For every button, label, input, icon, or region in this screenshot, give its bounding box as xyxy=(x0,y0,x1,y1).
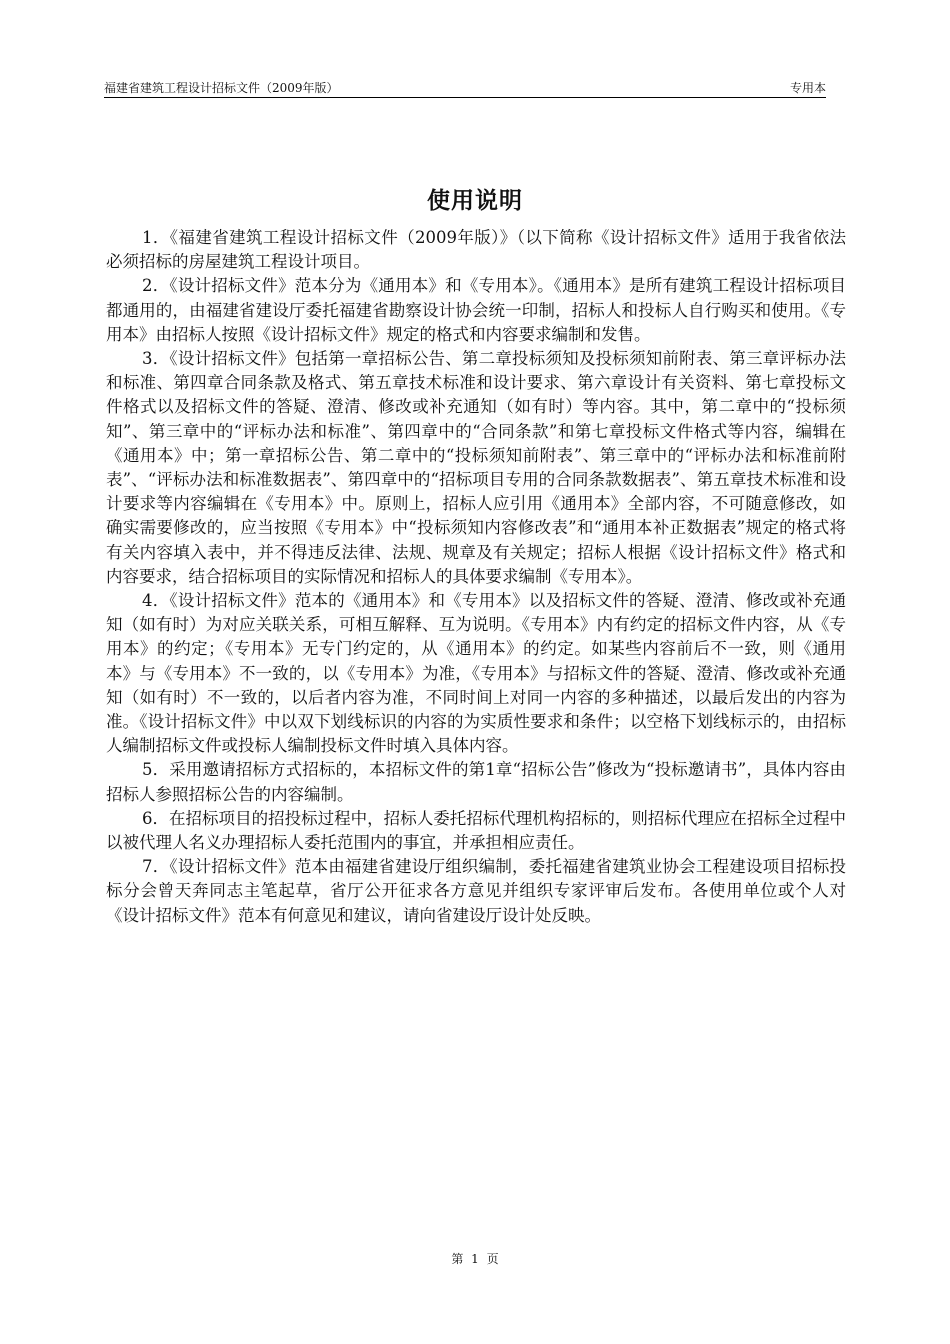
header-document-title: 福建省建筑工程设计招标文件（2009年版） xyxy=(104,81,339,95)
paragraph-6: 6．在招标项目的招投标过程中，招标人委托招标代理机构招标的，则招标代理应在招标全过程中以被代理人名义办理招标人委托范围内的事宜，并承担相应责任。 xyxy=(106,808,846,853)
paragraph-4: 4．《设计招标文件》范本的《通用本》和《专用本》以及招标文件的答疑、澄清、修改或补充通知（如有时）为对应关联关系，可相互解释、互为说明。《专用本》内有约定的招标文件内容，从《专用本》的约定；《专用本》无专门约定的，从《通用本》的约定。如某些内容前后不一致，则《通用本》与《专用本》不一致的，以《专用本》为准，《专用本》与招标文件的答疑、澄清、修改或补充通知（如有时）不一致的，以后者内容为准，不同时间上对同一内容的多种描述，以最后发出的内容为准。《设计招标文件》中以双下划线标识的内容的为实质性要求和条件；以空格下划线标示的，由招标人编制招标文件或投标人编制投标文件时填入具体内容。 xyxy=(106,591,846,756)
paragraph-2: 2．《设计招标文件》范本分为《通用本》和《专用本》。《通用本》是所有建筑工程设计招标项目都通用的，由福建省建设厅委托福建省勘察设计协会统一印制，招标人和投标人自行购买和使用。《专用本》由招标人按照《设计招标文件》规定的格式和内容要求编制和发售。 xyxy=(106,276,846,344)
header-edition-label: 专用本 xyxy=(789,81,826,95)
paragraph-1: 1．《福建省建筑工程设计招标文件（2009年版）》（以下简称《设计招标文件》适用于我省依法必须招标的房屋建筑工程设计项目。 xyxy=(106,228,846,272)
page-number: 第 1 页 xyxy=(451,1252,499,1266)
document-body xyxy=(106,226,846,928)
page-header xyxy=(104,80,826,98)
paragraph-3: 3．《设计招标文件》包括第一章招标公告、第二章投标须知及投标须知前附表、第三章评标办法和标准、第四章合同条款及格式、第五章技术标准和设计要求、第六章设计有关资料、第七章投标文件格式以及招标文件的答疑、澄清、修改或补充通知（如有时）等内容。其中，第二章中的“投标须知”、第三章中的“评标办法和标准”、第四章中的“合同条款”和第七章投标文件格式等内容，编辑在《通用本》中；第一章招标公告、第二章中的“投标须知前附表”、第三章中的“评标办法和标准前附表”、“评标办法和标准数据表”、第四章中的“招标项目专用的合同条款数据表”、第五章技术标准和设计要求等内容编辑在《专用本》中。原则上，招标人应引用《通用本》全部内容，不可随意修改，如确实需要修改的，应当按照《专用本》中“投标须知内容修改表”和“通用本补正数据表”规定的格式将有关内容填入表中，并不得违反法律、法规、规章及有关规定；招标人根据《设计招标文件》格式和内容要求，结合招标项目的实际情况和招标人的具体要求编制《专用本》。 xyxy=(106,349,846,586)
page-title: 使用说明 xyxy=(427,188,523,214)
paragraph-7: 7．《设计招标文件》范本由福建省建设厅组织编制，委托福建省建筑业协会工程建设项目招标投标分会曾天奔同志主笔起草，省厅公开征求各方意见并组织专家评审后发布。各使用单位或个人对《设计招标文件》范本有何意见和建议，请向省建设厅设计处反映。 xyxy=(106,857,846,925)
paragraph-5: 5．采用邀请招标方式招标的，本招标文件的第1章“招标公告”修改为“投标邀请书”，具体内容由招标人参照招标公告的内容编制。 xyxy=(106,760,846,804)
